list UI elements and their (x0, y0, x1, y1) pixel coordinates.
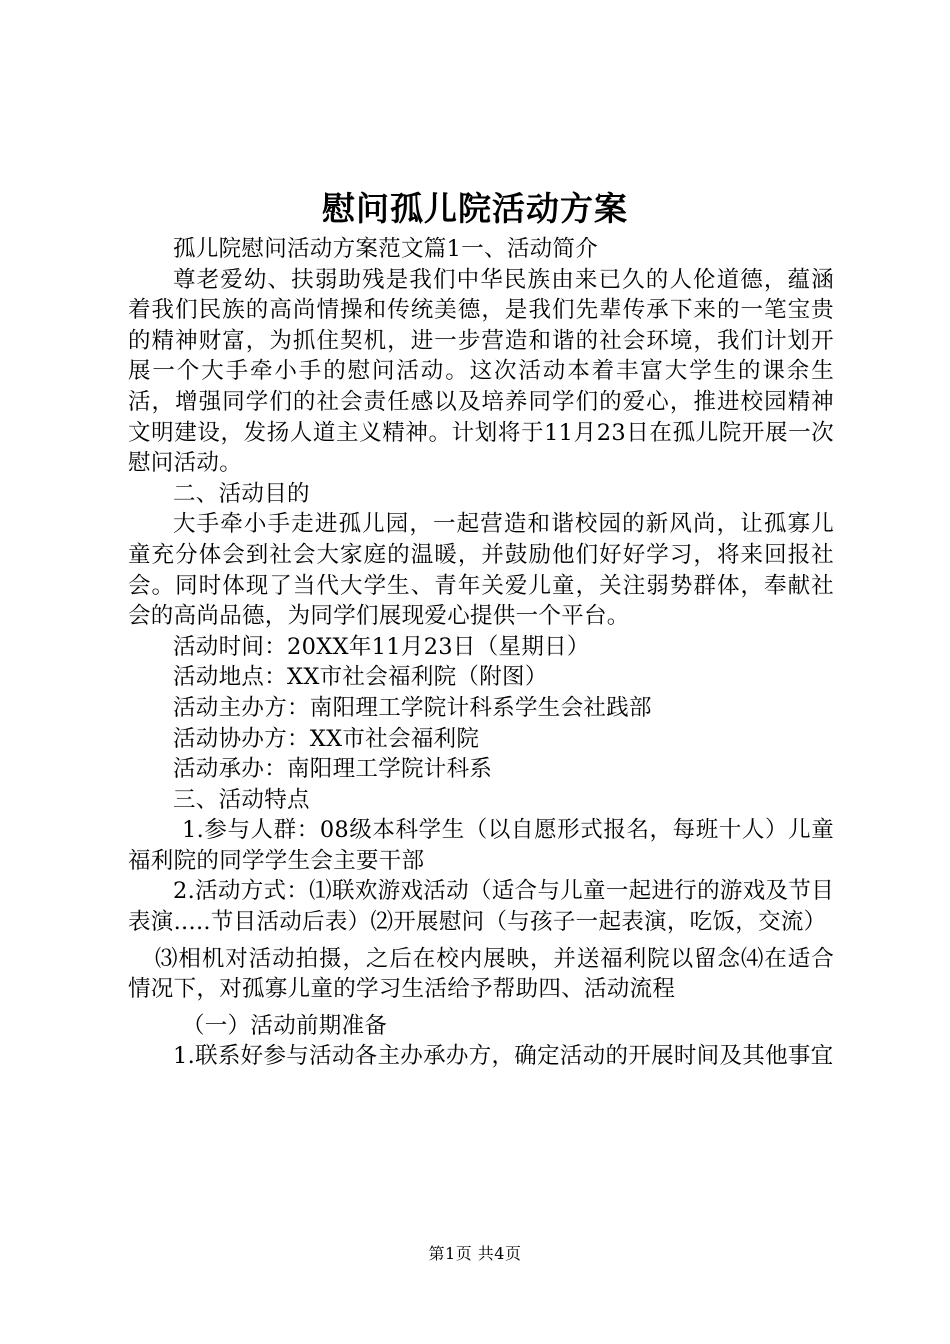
activity-organizer: 活动主办方：南阳理工学院计科系学生会社践部 (173, 694, 652, 721)
document-title: 慰问孤儿院活动方案 (322, 189, 628, 228)
preparation-step-1: 1.联系好参与活动各主办承办方，确定活动的开展时间及其他事宜 (173, 1043, 834, 1070)
feature-activity-format: 2.活动方式：⑴联欢游戏活动（适合与儿童一起进行的游戏及节目表演.....节目活动后表）⑵开展慰问（与孩子一起表演，吃饭，交流） (128, 878, 834, 936)
feature-photography: ⑶相机对活动拍摄，之后在校内展映，并送福利院以留念⑷在适合情况下，对孤寡儿童的学习生活给予帮助四、活动流程 (128, 945, 834, 1003)
section-heading-features: 三、活动特点 (173, 786, 310, 813)
subsection-heading-preparation: （一）活动前期准备 (182, 1012, 388, 1039)
feature-participants: 1.参与人群：08级本科学生（以自愿形式报名，每班十人）儿童福利院的同学学生会主要干部 (128, 817, 834, 874)
paragraph-intro-heading: 孤儿院慰问活动方案范文篇1一、活动简介 (173, 236, 599, 262)
paragraph-intro: 尊老爱幼、扶弱助残是我们中华民族由来已久的人伦道德，蕴涵着我们民族的高尚情操和传统美德，是我们先辈传承下来的一笔宝贵的精神财富，为抓住契机，进一步营造和谐的社会环境，我们计划开展一个大手牵小手的慰问活动。这次活动本着丰富大学生的课余生活，增强同学们的社会责任感以及培养同学们的爱心，推进校园精神文明建设，发扬人道主义精神。计划将于11月23日在孤儿院开展一次慰问活动。 (128, 266, 834, 477)
paragraph-purpose: 大手牵小手走进孤儿园，一起营造和谐校园的新风尚，让孤寡儿童充分体会到社会大家庭的温暖，并鼓励他们好好学习，将来回报社会。同时体现了当代大学生、青年关爱儿童，关注弱势群体，奉献社会的高尚品德，为同学们展现爱心提供一个平台。 (128, 511, 834, 630)
page-number-footer: 第1页 共4页 (428, 1244, 522, 1263)
activity-location: 活动地点：XX市社会福利院（附图） (173, 664, 548, 691)
activity-undertaker: 活动承办：南阳理工学院计科系 (173, 756, 493, 783)
activity-time: 活动时间：20XX年11月23日（星期日） (173, 633, 590, 660)
document-body (128, 234, 834, 1072)
section-heading-purpose: 二、活动目的 (173, 480, 310, 507)
activity-co-organizer: 活动协办方：XX市社会福利院 (173, 725, 480, 752)
